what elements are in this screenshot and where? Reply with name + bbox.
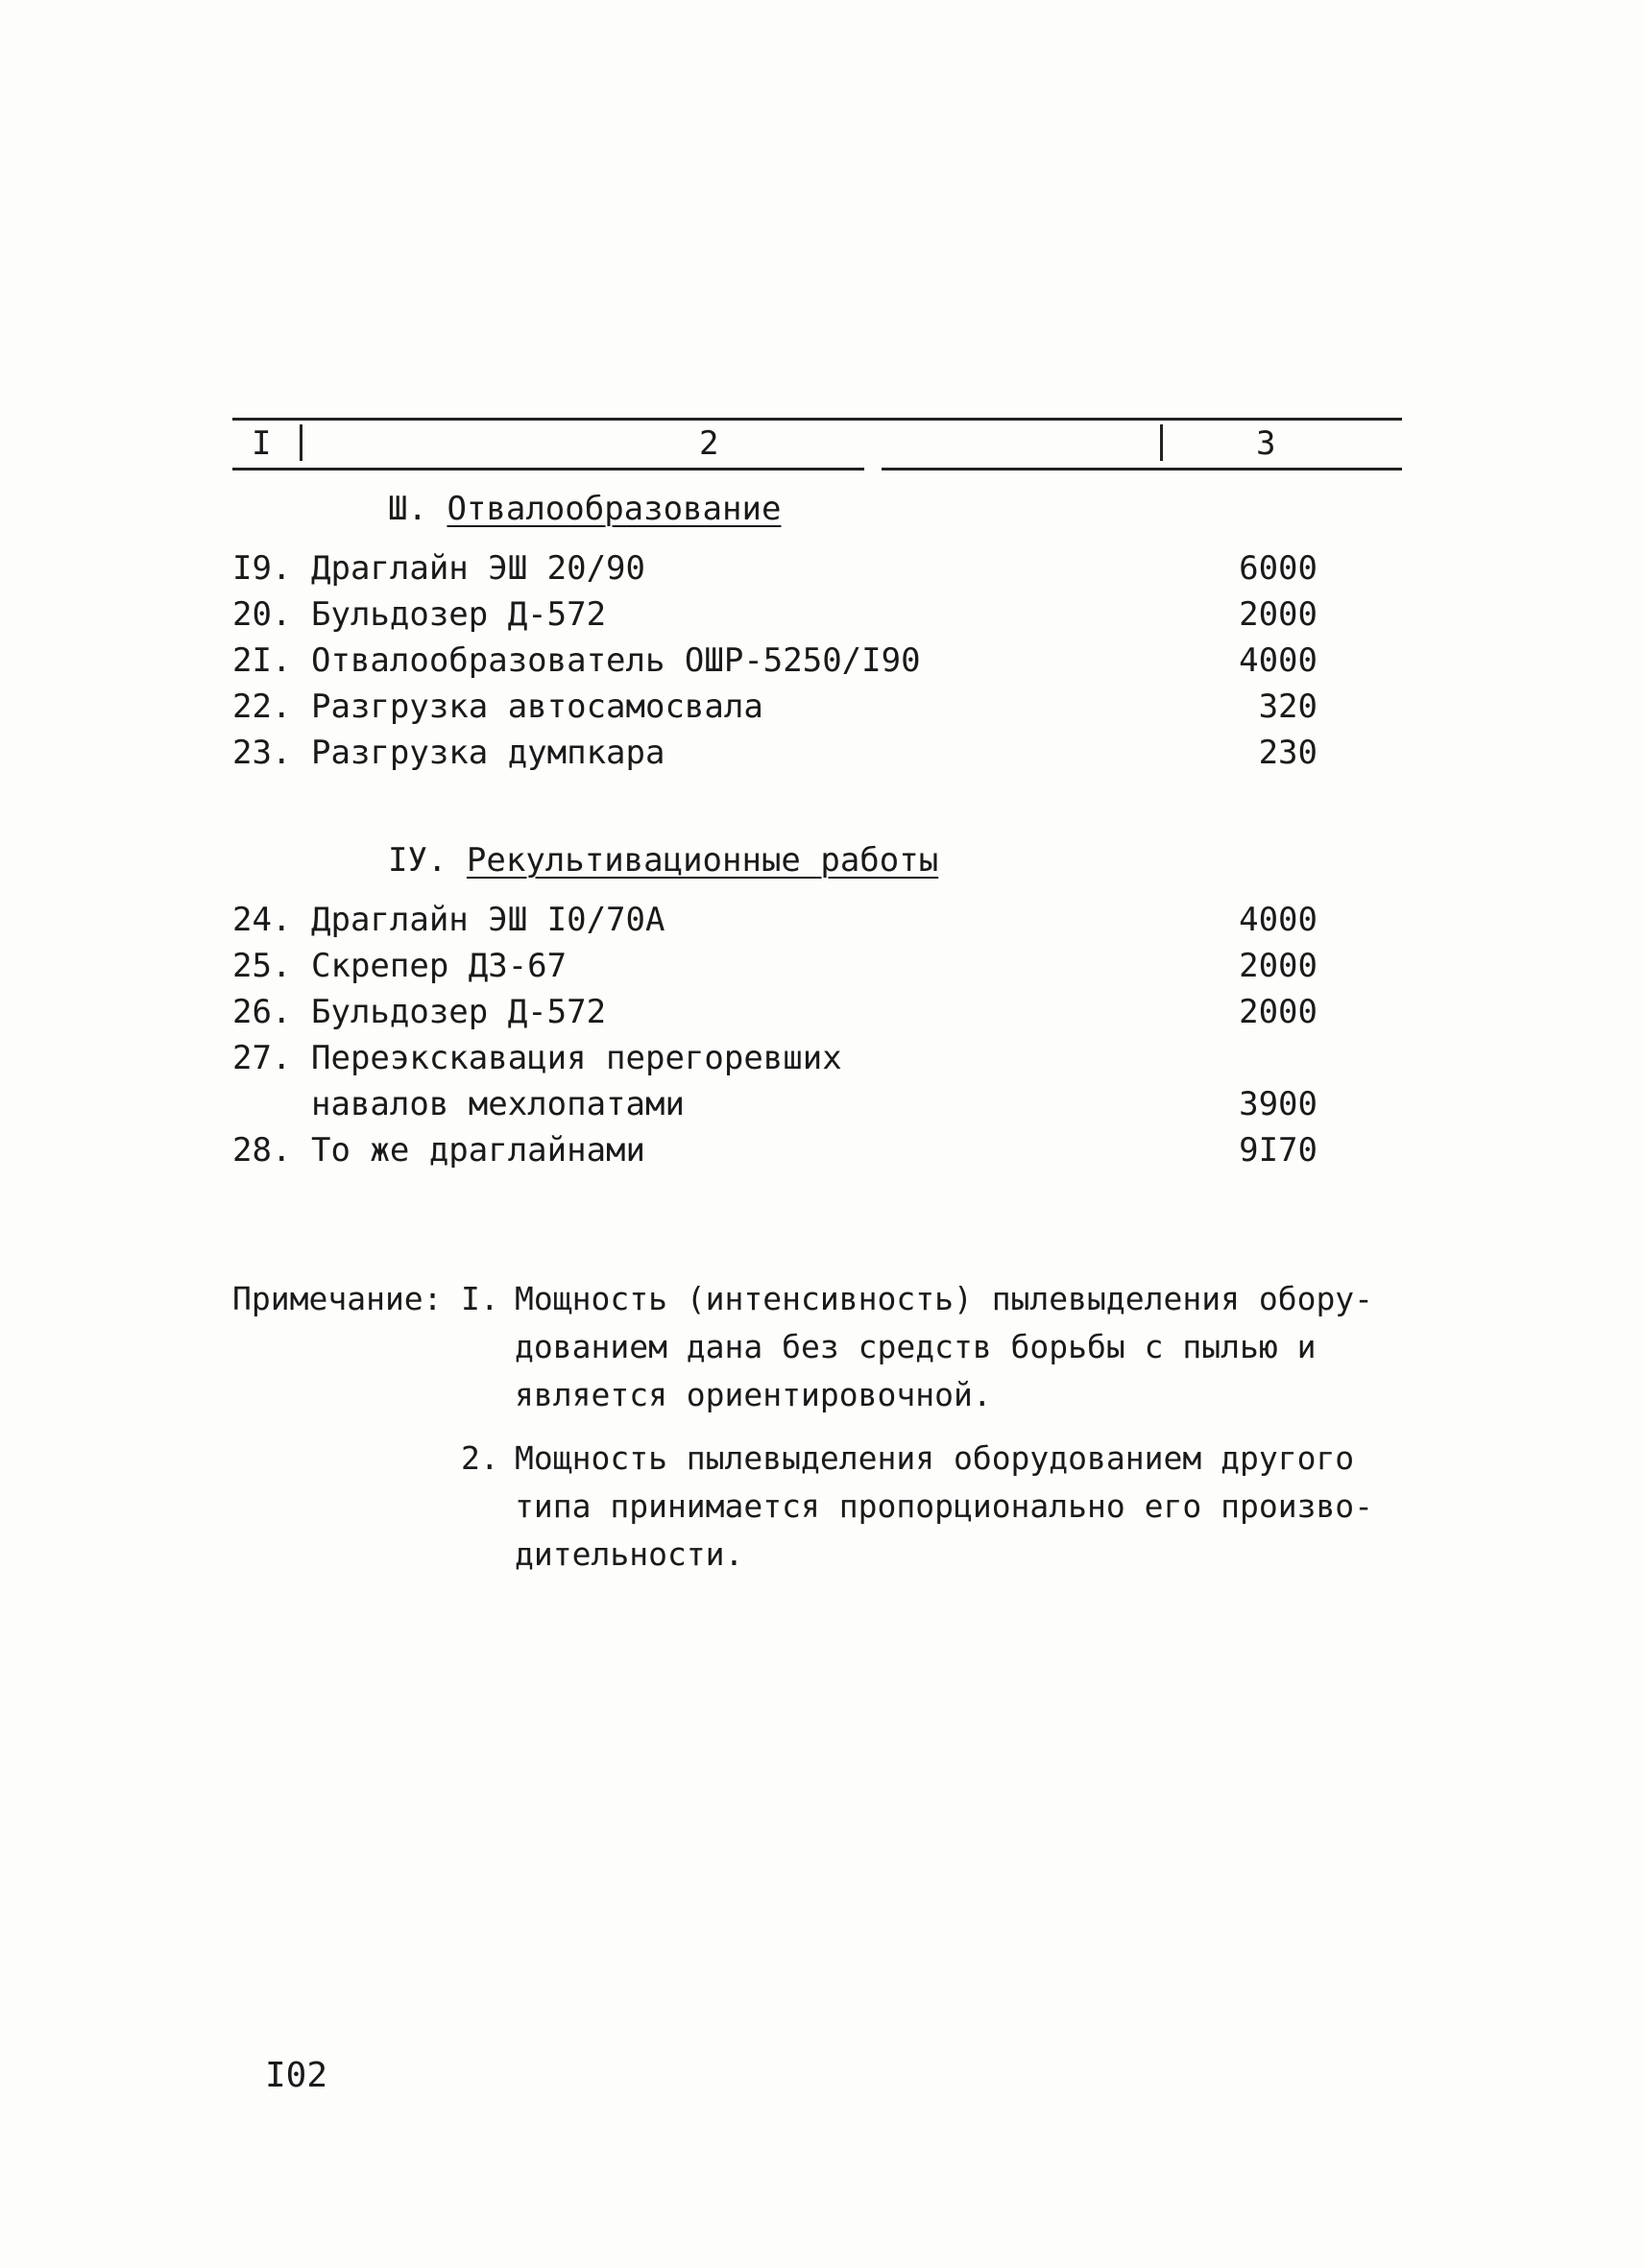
row-number: 26. <box>232 993 292 1031</box>
row-value: 230 <box>1258 734 1318 772</box>
table-row <box>232 545 1318 591</box>
section-heading <box>388 488 781 530</box>
section-title: Отвалообразование <box>447 490 782 528</box>
table-row <box>232 684 1318 730</box>
row-number: 25. <box>232 947 292 985</box>
row-number: 23. <box>232 734 292 772</box>
column-2-header: 2 <box>699 424 719 463</box>
note-line: типа принимается пропорционально его произво- <box>515 1487 1374 1525</box>
row-name: Отвалообразователь ОШР-5250/I90 <box>311 641 921 680</box>
table-row <box>232 1081 1318 1127</box>
table-header-bottom-rule <box>882 468 1402 470</box>
table-row <box>232 989 1318 1035</box>
table-row <box>232 591 1318 638</box>
row-value: 6000 <box>1239 549 1318 588</box>
note-item-text <box>515 1275 1373 1419</box>
section-number: Ш. <box>388 490 427 528</box>
row-name: Переэкскавация перегоревших <box>311 1039 842 1077</box>
row-value: 4000 <box>1239 901 1318 939</box>
note-line: Мощность пылевыделения оборудованием другого <box>515 1439 1355 1477</box>
section-number: IУ. <box>388 841 447 880</box>
note-label: Примечание: <box>232 1280 443 1317</box>
row-name: Драглайн ЭШ 20/90 <box>311 549 645 588</box>
row-value: 2000 <box>1239 947 1318 985</box>
row-name: навалов мехлопатами <box>311 1085 685 1123</box>
row-value: 4000 <box>1239 641 1318 680</box>
column-divider <box>300 424 302 461</box>
row-name: Бульдозер Д-572 <box>311 993 607 1031</box>
row-number: 27. <box>232 1039 292 1077</box>
column-3-header: 3 <box>1256 424 1276 463</box>
table-header-top-rule <box>232 418 1402 421</box>
table-row <box>232 943 1318 989</box>
table-row <box>232 1035 1318 1081</box>
row-value: 2000 <box>1239 993 1318 1031</box>
row-name: Разгрузка автосамосвала <box>311 688 763 726</box>
row-name: Драглайн ЭШ I0/70А <box>311 901 665 939</box>
table-row <box>232 638 1318 684</box>
row-value: 3900 <box>1239 1085 1318 1123</box>
row-name: Разгрузка думпкара <box>311 734 665 772</box>
note-line: дительности. <box>515 1535 744 1573</box>
note-item-number: I. <box>461 1280 499 1317</box>
row-number: 28. <box>232 1131 292 1170</box>
row-number: I9. <box>232 549 292 588</box>
note-item-text <box>515 1435 1373 1579</box>
row-number: 20. <box>232 595 292 634</box>
table-header-bottom-rule <box>232 468 864 470</box>
row-value: 2000 <box>1239 595 1318 634</box>
note-line: является ориентировочной. <box>515 1376 992 1413</box>
note-line: Мощность (интенсивность) пылевыделения обору- <box>515 1280 1374 1317</box>
row-name: Скрепер ДЗ-67 <box>311 947 568 985</box>
row-name: Бульдозер Д-572 <box>311 595 607 634</box>
row-number: 24. <box>232 901 292 939</box>
page-number: I02 <box>265 2056 328 2095</box>
table-row <box>232 897 1318 943</box>
row-value: 320 <box>1258 688 1318 726</box>
table-row <box>232 730 1318 776</box>
row-name: То же драглайнами <box>311 1131 645 1170</box>
section-heading <box>388 839 938 881</box>
row-number: 2I. <box>232 641 292 680</box>
column-divider <box>1160 424 1163 461</box>
row-value: 9I70 <box>1239 1131 1318 1170</box>
section-title: Рекультивационные работы <box>466 841 939 880</box>
note-line: дованием дана без средств борьбы с пылью и <box>515 1328 1317 1365</box>
row-number: 22. <box>232 688 292 726</box>
column-1-header: I <box>252 424 272 463</box>
note-item-number: 2. <box>461 1439 499 1477</box>
table-row <box>232 1127 1318 1173</box>
